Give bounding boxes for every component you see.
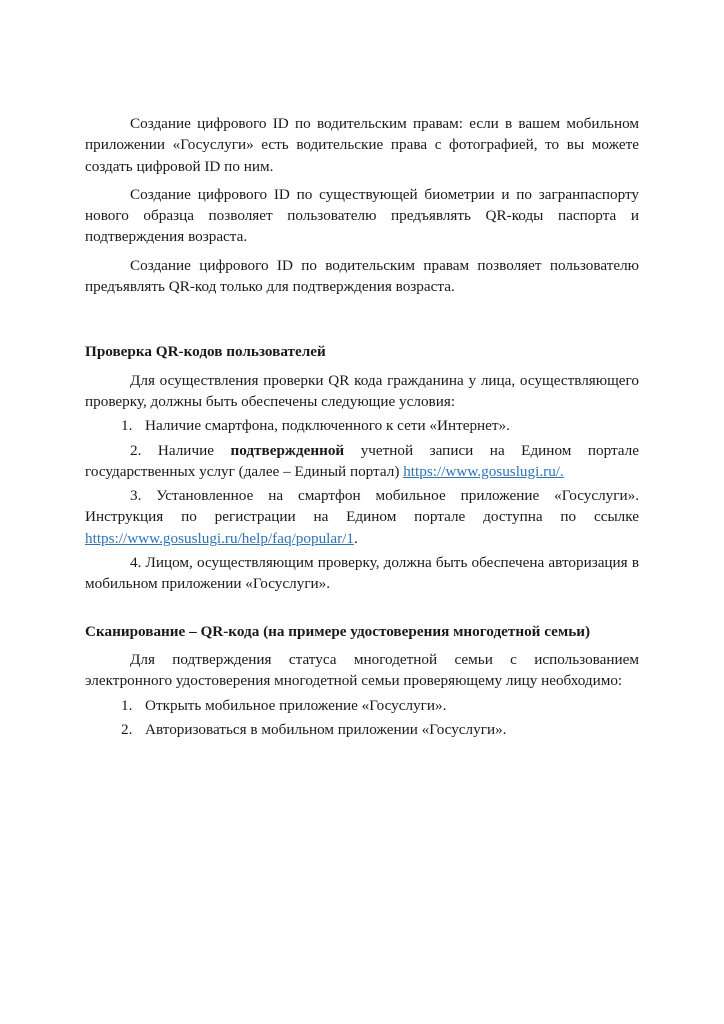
list-item <box>85 440 639 483</box>
list-number: 3. <box>130 487 142 505</box>
list-item <box>85 695 639 716</box>
list-text: Наличие смартфона, подключенного к сети «Интернет». <box>145 417 510 435</box>
list-text: Наличие <box>157 441 231 459</box>
bold-text: подтвержденной <box>230 441 345 459</box>
list-number: 4. <box>130 554 142 572</box>
list-text: Открыть мобильное приложение «Госуслуги». <box>145 696 447 714</box>
list-text: учетной записи на Едином портале государственных услуг (далее – Единый портал) <box>85 441 639 480</box>
section-intro-qr-scan: Для подтверждения статуса многодетной семьи с использованием электронного удостоверения многодетной семьи проверяющему лицу необходимо: <box>85 650 639 690</box>
list-text: . <box>354 529 358 547</box>
section-heading-qr-check: Проверка QR-кодов пользователей <box>85 343 326 361</box>
faq-link[interactable]: https://www.gosuslugi.ru/help/faq/popular/1 <box>85 529 354 547</box>
list-text: Лицом, осуществляющим проверку, должна быть обеспечена авторизация в мобильном приложении «Госуслуги». <box>85 554 639 593</box>
list-item <box>85 485 639 549</box>
paragraph-driver-license-age: Создание цифрового ID по водительским правам позволяет пользователю предъявлять QR-код только для подтверждения возраста. <box>85 256 639 296</box>
list-text: Установленное на смартфон мобильное приложение «Госуслуги». Инструкция по регистрации на Едином портале доступна по ссылке <box>85 487 639 526</box>
list-number: 1. <box>121 696 133 714</box>
section-heading-qr-scan: Сканирование – QR-кода (на примере удостоверения многодетной семьи) <box>85 622 591 640</box>
document-page <box>85 113 639 740</box>
list-number: 2. <box>121 720 133 738</box>
list-text: Авторизоваться в мобильном приложении «Госуслуги». <box>145 720 507 738</box>
list-item <box>85 552 639 595</box>
list-item <box>85 719 639 740</box>
list-number: 2. <box>130 441 142 459</box>
paragraph-biometry-id: Создание цифрового ID по существующей биометрии и по загранпаспорту нового образца позволяет пользователю предъявлять QR-коды паспорта и подтверждения возраста. <box>85 185 639 246</box>
list-number: 1. <box>121 417 133 435</box>
list-item <box>85 415 639 436</box>
gosuslugi-link[interactable]: https://www.gosuslugi.ru/. <box>403 462 564 480</box>
section-intro-qr-check: Для осуществления проверки QR кода гражданина у лица, осуществляющего проверку, должны быть обеспечены следующие условия: <box>85 371 639 410</box>
paragraph-driver-license-id: Создание цифрового ID по водительским правам: если в вашем мобильном приложении «Госуслуги» есть водительские права с фотографией, то вы можете создать цифровой ID по ним. <box>85 115 639 175</box>
